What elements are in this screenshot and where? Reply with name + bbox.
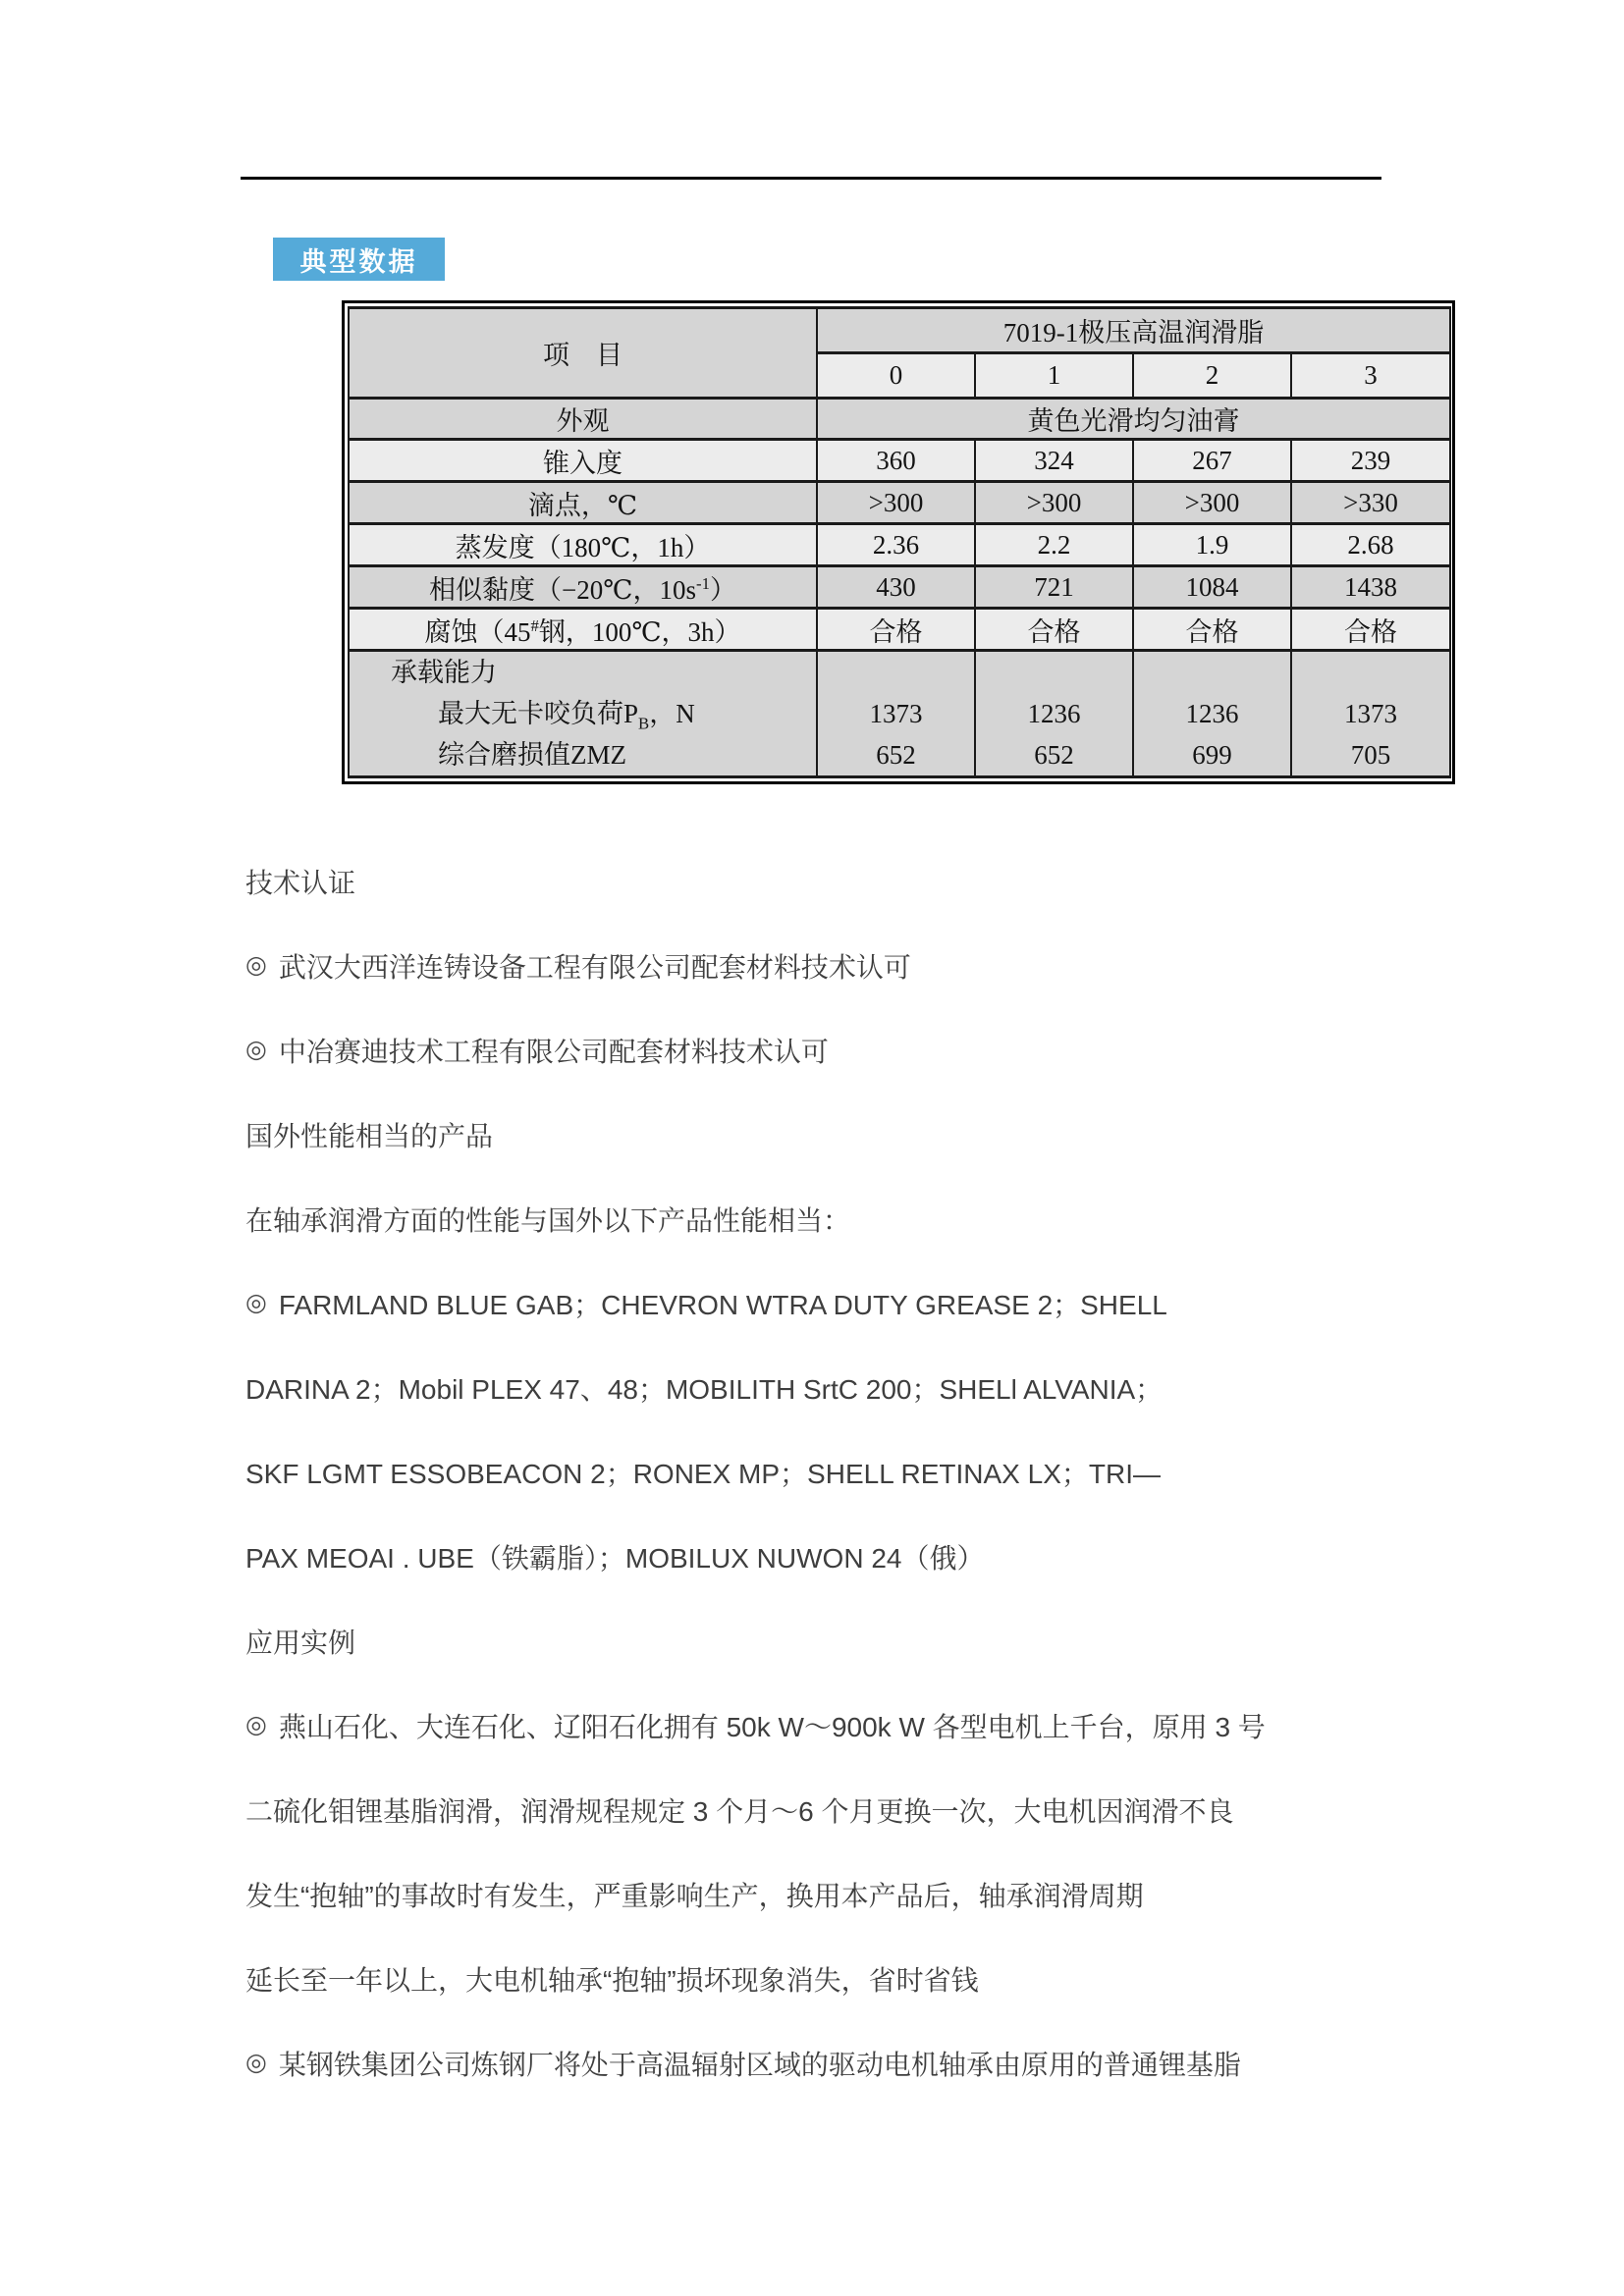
cell-corrosion-2: 合格 bbox=[1133, 609, 1291, 651]
pb-label-text: 最大无卡咬负荷P bbox=[438, 699, 639, 728]
bullseye-bullet-icon: ◎ bbox=[245, 1035, 267, 1063]
body-text-block bbox=[245, 839, 1434, 2106]
paragraph-line bbox=[245, 1177, 1434, 1261]
cell-pb-1: 1236 bbox=[1027, 699, 1081, 728]
bullseye-bullet-icon: ◎ bbox=[245, 2048, 267, 2076]
section-badge-typical-data bbox=[273, 238, 445, 281]
cell-corrosion-0: 合格 bbox=[817, 609, 975, 651]
cell-zmz-0: 652 bbox=[876, 740, 916, 770]
cell-zmz-2: 699 bbox=[1192, 740, 1232, 770]
pb-label-unit: ，N bbox=[649, 699, 695, 728]
cell-penetration-3: 239 bbox=[1291, 440, 1450, 482]
cell-penetration-1: 324 bbox=[975, 440, 1133, 482]
line-text: 应用实例 bbox=[245, 1628, 356, 1658]
cell-zmz-1: 652 bbox=[1034, 740, 1074, 770]
load-capacity-pb-label bbox=[350, 693, 816, 734]
line-text: 技术认证 bbox=[245, 868, 356, 898]
paragraph-line bbox=[245, 1852, 1434, 1937]
row-label-penetration: 锥入度 bbox=[349, 440, 817, 482]
line-text: DARINA 2；Mobil PLEX 47、48；MOBILITH SrtC 200；SHELl ALVANIA； bbox=[245, 1374, 1164, 1405]
paragraph-line bbox=[245, 1937, 1434, 2021]
cell-corrosion-1: 合格 bbox=[975, 609, 1133, 651]
row-label-load-capacity bbox=[349, 651, 817, 777]
cell-load-3 bbox=[1291, 651, 1450, 777]
viscosity-label-superscript: -1 bbox=[696, 573, 710, 593]
cell-load-0 bbox=[817, 651, 975, 777]
table-product-title: 7019-1极压高温润滑脂 bbox=[817, 308, 1450, 353]
list-item bbox=[245, 2021, 1434, 2106]
paragraph-line bbox=[245, 1346, 1434, 1430]
cell-evaporation-0: 2.36 bbox=[817, 524, 975, 566]
cell-evaporation-1: 2.2 bbox=[975, 524, 1133, 566]
row-label-drop-point: 滴点，℃ bbox=[349, 482, 817, 524]
header-divider-rule bbox=[241, 177, 1381, 180]
section-badge-label: 典型数据 bbox=[299, 246, 418, 277]
grade-col-header-3: 3 bbox=[1291, 353, 1450, 399]
table-corner-item-header: 项 目 bbox=[349, 308, 817, 399]
cell-viscosity-2: 1084 bbox=[1133, 566, 1291, 609]
paragraph-line bbox=[245, 1515, 1434, 1599]
cell-evaporation-2: 1.9 bbox=[1133, 524, 1291, 566]
cell-viscosity-1: 721 bbox=[975, 566, 1133, 609]
list-item bbox=[245, 1261, 1434, 1346]
load-capacity-zmz-label: 综合磨损值ZMZ bbox=[438, 740, 626, 770]
bullseye-bullet-icon: ◎ bbox=[245, 1288, 267, 1316]
cell-corrosion-3: 合格 bbox=[1291, 609, 1450, 651]
bullseye-bullet-icon: ◎ bbox=[245, 1710, 267, 1738]
corrosion-label-close: 钢，100℃，3h） bbox=[538, 616, 741, 647]
list-item bbox=[245, 1008, 1434, 1093]
line-text: 武汉大西洋连铸设备工程有限公司配套材料技术认可 bbox=[278, 952, 911, 983]
paragraph-line bbox=[245, 1768, 1434, 1852]
line-text: PAX MEOAI . UBE（铁霸脂）；MOBILUX NUWON 24（俄） bbox=[245, 1543, 985, 1574]
typical-data-table bbox=[342, 300, 1455, 784]
cell-penetration-0: 360 bbox=[817, 440, 975, 482]
line-text: 中冶赛迪技术工程有限公司配套材料技术认可 bbox=[278, 1037, 829, 1067]
row-label-apparent-viscosity bbox=[349, 566, 817, 609]
bullseye-bullet-icon: ◎ bbox=[245, 950, 267, 979]
line-text: 二硫化钼锂基脂润滑，润滑规程规定 3 个月～6 个月更换一次，大电机因润滑不良 bbox=[245, 1796, 1234, 1827]
line-text: 延长至一年以上，大电机轴承“抱轴”损坏现象消失，省时省钱 bbox=[245, 1965, 979, 1996]
appearance-value: 黄色光滑均匀油膏 bbox=[817, 399, 1450, 440]
row-label-appearance: 外观 bbox=[349, 399, 817, 440]
paragraph-line bbox=[245, 1430, 1434, 1515]
heading-application-examples bbox=[245, 1599, 1434, 1683]
cell-zmz-3: 705 bbox=[1350, 740, 1391, 770]
cell-drop-point-3: >330 bbox=[1291, 482, 1450, 524]
cell-drop-point-2: >300 bbox=[1133, 482, 1291, 524]
line-text: 国外性能相当的产品 bbox=[245, 1121, 494, 1151]
line-text: 某钢铁集团公司炼钢厂将处于高温辐射区域的驱动电机轴承由原用的普通锂基脂 bbox=[278, 2050, 1241, 2080]
grade-col-header-2: 2 bbox=[1133, 353, 1291, 399]
line-text: SKF LGMT ESSOBEACON 2；RONEX MP；SHELL RETINAX LX；TRI— bbox=[245, 1459, 1161, 1489]
cell-pb-3: 1373 bbox=[1344, 699, 1397, 728]
cell-penetration-2: 267 bbox=[1133, 440, 1291, 482]
pb-label-subscript: B bbox=[638, 714, 650, 733]
corrosion-label-superscript: # bbox=[530, 615, 539, 635]
cell-pb-2: 1236 bbox=[1185, 699, 1239, 728]
row-label-evaporation: 蒸发度（180℃，1h） bbox=[349, 524, 817, 566]
list-item bbox=[245, 1683, 1434, 1768]
viscosity-label-text: 相似黏度（−20℃，10s bbox=[429, 574, 696, 605]
load-capacity-title: 承载能力 bbox=[391, 658, 497, 687]
cell-load-2 bbox=[1133, 651, 1291, 777]
cell-evaporation-3: 2.68 bbox=[1291, 524, 1450, 566]
spec-table bbox=[348, 306, 1451, 778]
cell-drop-point-1: >300 bbox=[975, 482, 1133, 524]
cell-pb-0: 1373 bbox=[869, 699, 923, 728]
grade-col-header-0: 0 bbox=[817, 353, 975, 399]
line-text: 燕山石化、大连石化、辽阳石化拥有 50k W～900k W 各型电机上千台，原用 3 号 bbox=[278, 1712, 1266, 1742]
row-label-corrosion bbox=[349, 609, 817, 651]
heading-tech-certification bbox=[245, 839, 1434, 924]
line-text: 发生“抱轴”的事故时有发生，严重影响生产，换用本产品后，轴承润滑周期 bbox=[245, 1881, 1144, 1911]
viscosity-label-close: ） bbox=[709, 574, 736, 605]
cell-viscosity-3: 1438 bbox=[1291, 566, 1450, 609]
heading-foreign-equivalents bbox=[245, 1093, 1434, 1177]
list-item bbox=[245, 924, 1434, 1008]
cell-viscosity-0: 430 bbox=[817, 566, 975, 609]
grade-col-header-1: 1 bbox=[975, 353, 1133, 399]
line-text: FARMLAND BLUE GAB；CHEVRON WTRA DUTY GREASE 2；SHELL bbox=[278, 1290, 1167, 1320]
cell-load-1 bbox=[975, 651, 1133, 777]
cell-drop-point-0: >300 bbox=[817, 482, 975, 524]
line-text: 在轴承润滑方面的性能与国外以下产品性能相当： bbox=[245, 1205, 851, 1236]
corrosion-label-text: 腐蚀（45 bbox=[424, 616, 531, 647]
